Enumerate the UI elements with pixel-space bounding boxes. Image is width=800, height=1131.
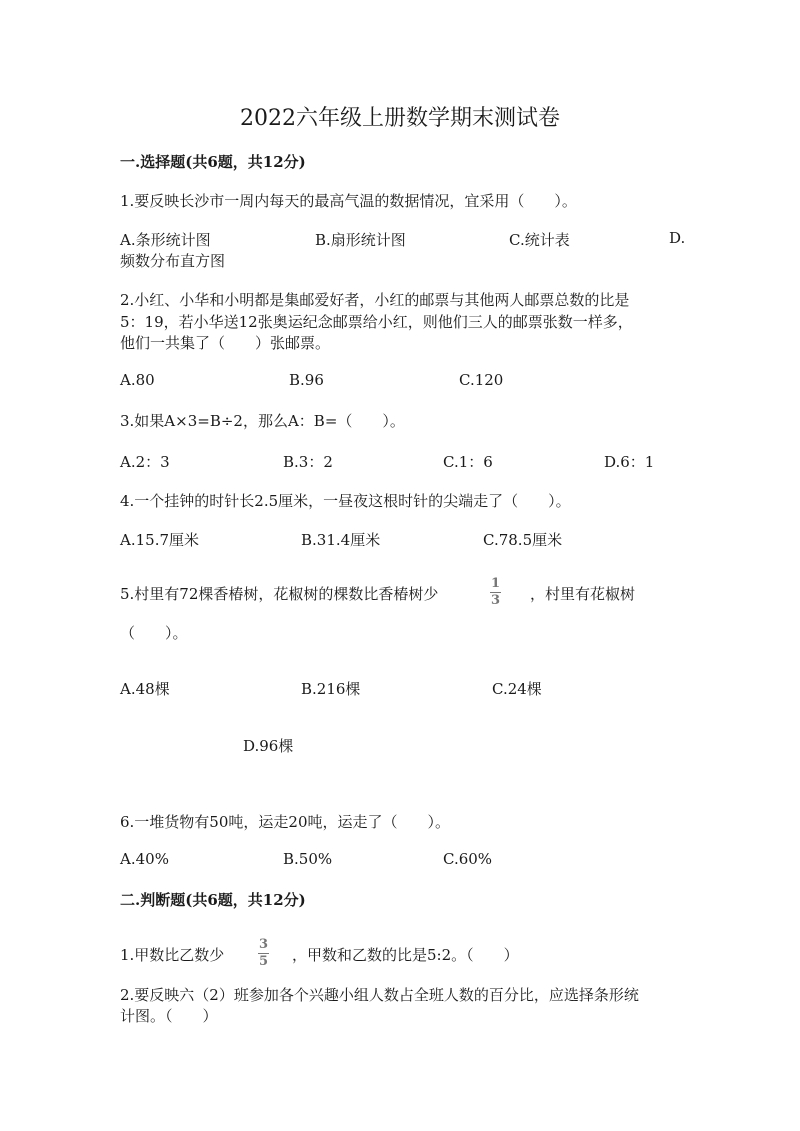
question-4-text: 4.一个挂钟的时针长2.5厘米，一昼夜这根时针的尖端走了（ ）。 xyxy=(120,492,571,510)
q5-option-c: C.24棵 xyxy=(492,680,542,698)
q1-option-c: C.统计表 xyxy=(509,231,570,249)
question-5-text-before: 5.村里有72棵香椿树，花椒树的棵数比香椿树少 xyxy=(120,585,439,603)
question-2-line-1: 2.小红、小华和小明都是集邮爱好者，小红的邮票与其他两人邮票总数的比是 xyxy=(120,291,630,309)
j1-fraction-denominator: 5 xyxy=(258,954,269,969)
q5-fraction-denominator: 3 xyxy=(490,593,501,608)
question-2-line-3: 他们一共集了（ ）张邮票。 xyxy=(120,334,331,352)
q5-option-b: B.216棵 xyxy=(301,680,361,698)
q4-option-a: A.15.7厘米 xyxy=(120,531,199,549)
q5-fraction xyxy=(490,577,501,608)
q3-option-d: D.6：1 xyxy=(604,453,655,471)
q1-option-b: B.扇形统计图 xyxy=(315,231,406,249)
judgement-1-text-before: 1.甲数比乙数少 xyxy=(120,946,225,964)
judgement-2-line-1: 2.要反映六（2）班参加各个兴趣小组人数占全班人数的百分比，应选择条形统 xyxy=(120,986,639,1004)
j1-fraction-numerator: 3 xyxy=(258,937,269,952)
question-2-line-2: 5：19，若小华送12张奥运纪念邮票给小红，则他们三人的邮票张数一样多， xyxy=(120,313,633,331)
q6-option-a: A.40% xyxy=(120,850,169,868)
q6-option-c: C.60% xyxy=(443,850,493,868)
q2-option-a: A.80 xyxy=(120,371,155,389)
q2-option-b: B.96 xyxy=(289,371,324,389)
q6-option-b: B.50% xyxy=(283,850,333,868)
q1-option-d: D. xyxy=(669,229,686,247)
judgement-2-line-2: 计图。（ ） xyxy=(120,1007,218,1025)
page-title: 2022六年级上册数学期末测试卷 xyxy=(240,106,560,131)
q2-option-c: C.120 xyxy=(459,371,504,389)
q5-option-a: A.48棵 xyxy=(120,680,170,698)
q1-option-a: A.条形统计图 xyxy=(120,231,211,249)
question-5-line-2: （ ）。 xyxy=(120,624,188,642)
q4-option-b: B.31.4厘米 xyxy=(301,531,381,549)
section-heading-choice: 一.选择题(共6题，共12分) xyxy=(120,153,306,171)
section-heading-judgement: 二.判断题(共6题，共12分) xyxy=(120,891,306,909)
q1-option-d-continued: 频数分布直方图 xyxy=(120,252,226,270)
question-5-text-after: ，村里有花椒树 xyxy=(530,585,636,603)
q5-option-d: D.96棵 xyxy=(243,737,294,755)
q3-option-b: B.3：2 xyxy=(283,453,333,471)
j1-fraction xyxy=(258,938,269,969)
q3-option-c: C.1：6 xyxy=(443,453,493,471)
q5-fraction-numerator: 1 xyxy=(490,576,501,591)
question-6-text: 6.一堆货物有50吨，运走20吨，运走了（ ）。 xyxy=(120,813,450,831)
q3-option-a: A.2：3 xyxy=(120,453,170,471)
judgement-1-text-after: ，甲数和乙数的比是5:2。（ ） xyxy=(292,946,519,964)
q4-option-c: C.78.5厘米 xyxy=(483,531,563,549)
question-1-text: 1.要反映长沙市一周内每天的最高气温的数据情况，宜采用（ ）。 xyxy=(120,192,577,210)
question-3-text: 3.如果A×3=B÷2，那么A：B=（ ）。 xyxy=(120,412,405,430)
